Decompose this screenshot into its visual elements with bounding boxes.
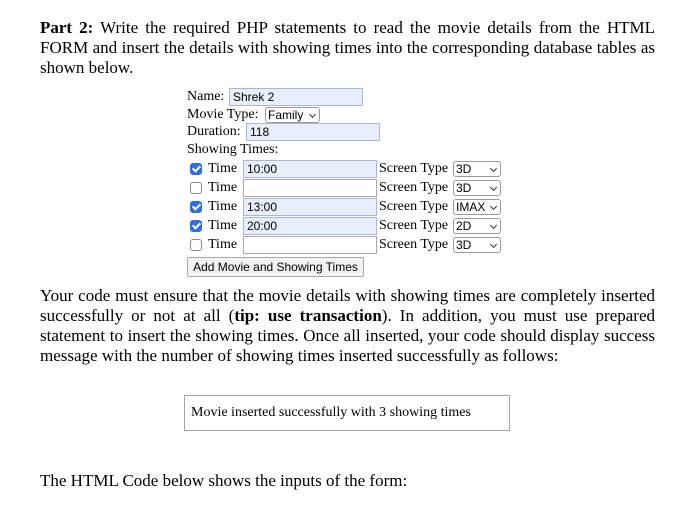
time-input-3[interactable]: 13:00 [243, 198, 377, 216]
add-movie-button[interactable]: Add Movie and Showing Times [187, 257, 364, 277]
screen-type-select-4[interactable] [453, 218, 501, 234]
time-checkbox-4[interactable] [190, 220, 202, 232]
time-label: Time [208, 180, 238, 195]
time-checkbox-5[interactable] [190, 239, 202, 251]
chevron-down-icon [490, 184, 497, 191]
time-label: Time [208, 161, 238, 176]
time-label: Time [208, 199, 238, 214]
body-text-1: Your code must ensure that the movie details with showing times are completely inserted successfully or not at all ( [40, 286, 655, 325]
footer-paragraph: The HTML Code below shows the inputs of the form: [40, 471, 408, 490]
time-checkbox-3[interactable] [190, 201, 202, 213]
screen-type-value-5: 3D [456, 238, 472, 252]
duration-label: Duration: [187, 124, 241, 139]
time-input-5[interactable] [243, 236, 377, 254]
showing-times-row [187, 140, 278, 160]
time-label: Time [208, 218, 238, 233]
screen-type-value-3: IMAX [456, 200, 486, 214]
time-input-1[interactable]: 10:00 [243, 160, 377, 178]
screen-type-label: Screen Type [379, 218, 449, 233]
intro-text: Write the required PHP statements to read the movie details from the HTML FORM and insert the details with showing times into the corresponding database tables as shown below. [40, 18, 655, 77]
screen-type-select-1[interactable] [453, 161, 501, 177]
showing-time-row-3 [187, 197, 517, 217]
screen-type-value-2: 3D [456, 181, 472, 195]
name-input[interactable]: Shrek 2 [229, 88, 363, 106]
requirements-paragraph [40, 286, 655, 366]
chevron-down-icon [490, 165, 497, 172]
showing-time-row-1 [187, 159, 517, 179]
chevron-down-icon [309, 111, 316, 118]
time-input-4[interactable]: 20:00 [243, 217, 377, 235]
screen-type-select-5[interactable] [453, 237, 501, 253]
time-input-2[interactable] [243, 179, 377, 197]
screen-type-label: Screen Type [379, 237, 449, 252]
body-text-2: ). In addition, you must use prepared statement to insert the showing times. Once all inserted, your code should display success message with the number of showing times inserted successfully as follows: [40, 306, 656, 365]
tip-text: tip: use transaction [234, 306, 382, 325]
showing-time-row-5 [187, 235, 517, 255]
movie-type-value: Family [268, 108, 304, 122]
success-message-box: Movie inserted successfully with 3 showing times [184, 395, 510, 431]
screen-type-value-1: 3D [456, 162, 472, 176]
time-checkbox-2[interactable] [190, 182, 202, 194]
movie-type-select[interactable] [265, 107, 320, 123]
name-row [187, 87, 275, 107]
part-label: Part 2: [40, 18, 94, 37]
duration-input[interactable]: 118 [246, 123, 380, 141]
chevron-down-icon [490, 203, 497, 210]
screen-type-label: Screen Type [379, 180, 449, 195]
screen-type-value-4: 2D [456, 219, 472, 233]
screen-type-select-3[interactable] [453, 199, 501, 215]
chevron-down-icon [490, 241, 497, 248]
screen-type-label: Screen Type [379, 161, 449, 176]
showing-times-label: Showing Times: [187, 142, 279, 157]
time-checkbox-1[interactable] [190, 163, 202, 175]
screen-type-label: Screen Type [379, 199, 449, 214]
screen-type-select-2[interactable] [453, 180, 501, 196]
showing-time-row-2 [187, 178, 517, 198]
movie-type-label: Movie Type: [187, 107, 259, 122]
chevron-down-icon [490, 222, 497, 229]
duration-row [187, 122, 270, 142]
showing-time-row-4 [187, 216, 517, 236]
intro-paragraph [40, 18, 655, 78]
name-label: Name: [187, 89, 225, 104]
time-label: Time [208, 237, 238, 252]
